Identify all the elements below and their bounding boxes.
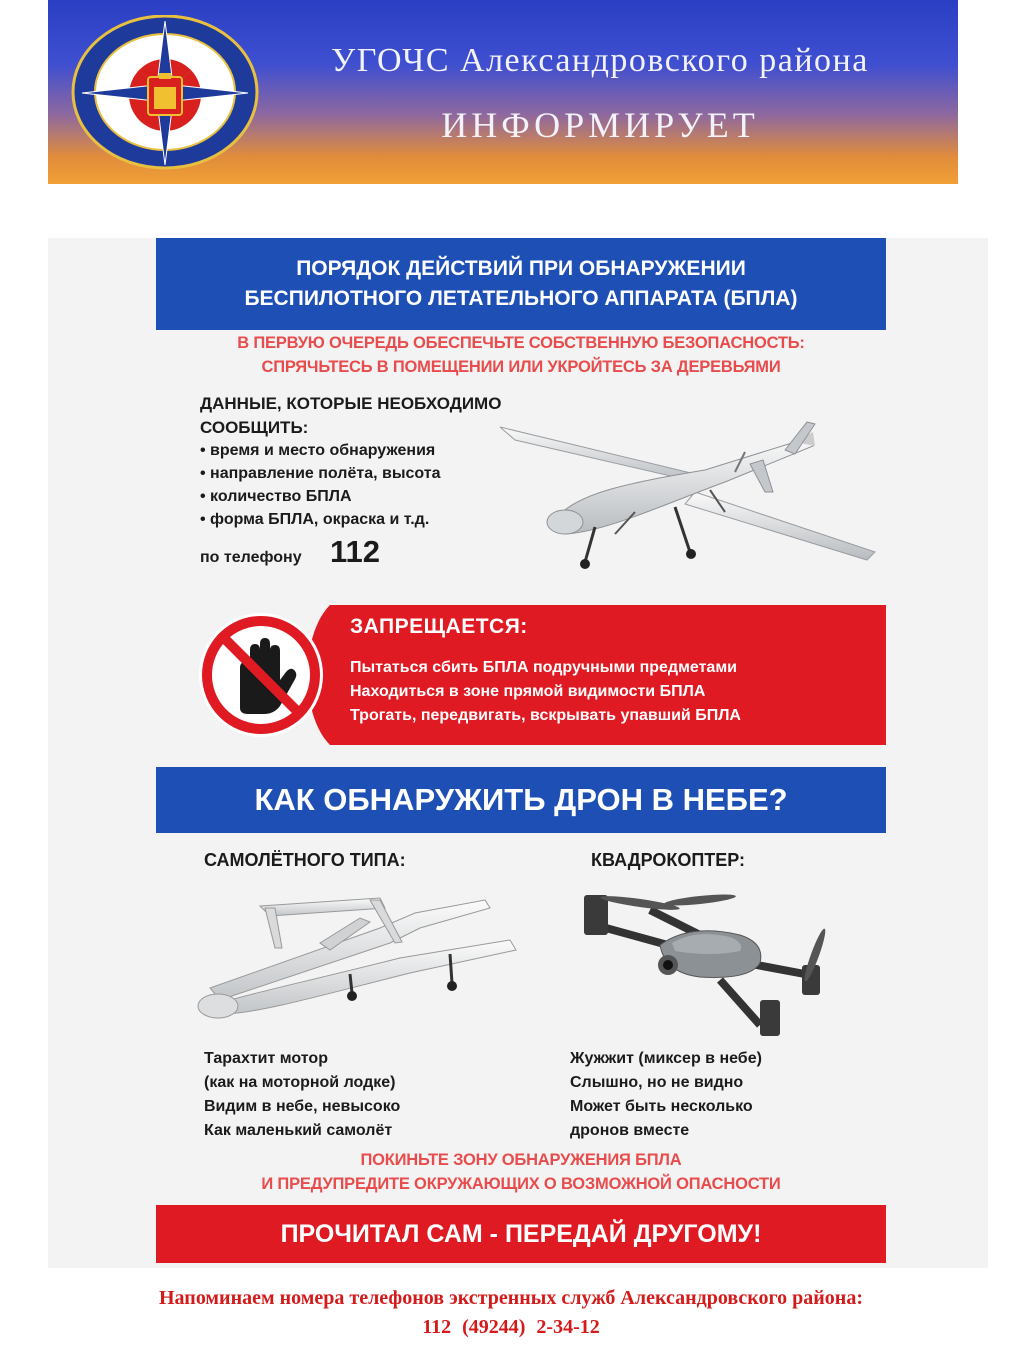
procedure-title-line2: БЕСПИЛОТНОГО ЛЕТАТЕЛЬНОГО АППАРАТА (БПЛА) bbox=[244, 287, 798, 310]
prohibited-item: Трогать, передвигать, вскрывать упавший БПЛА bbox=[350, 707, 741, 724]
report-bullet: • время и место обнаружения bbox=[200, 442, 436, 459]
footer-phone-numbers: 112 (49244) 2-34-12 bbox=[422, 1316, 600, 1338]
quadcopter-desc-line: Жужжит (миксер в небе) bbox=[570, 1050, 762, 1067]
emergency-phone-number: 112 bbox=[330, 534, 381, 569]
org-title: УГОЧС Александровского района bbox=[331, 42, 869, 79]
leave-zone-line-1: ПОКИНЬТЕ ЗОНУ ОБНАРУЖЕНИЯ БПЛА bbox=[360, 1151, 682, 1169]
fixed-wing-desc-line: Как маленький самолёт bbox=[204, 1122, 393, 1139]
pass-on-banner: ПРОЧИТАЛ САМ - ПЕРЕДАЙ ДРУГОМУ! bbox=[156, 1205, 886, 1263]
fixed-wing-desc-line: Тарахтит мотор bbox=[204, 1050, 328, 1067]
procedure-title-line1: ПОРЯДОК ДЕЙСТВИЙ ПРИ ОБНАРУЖЕНИИ bbox=[296, 257, 746, 280]
predator-drone-icon bbox=[495, 412, 880, 580]
quadcopter-desc-line: дронов вместе bbox=[570, 1122, 690, 1139]
report-bullet: • направление полёта, высота bbox=[200, 465, 441, 482]
quadcopter-desc-line: Слышно, но не видно bbox=[570, 1074, 744, 1091]
detect-title-bar: КАК ОБНАРУЖИТЬ ДРОН В НЕБЕ? bbox=[156, 767, 886, 833]
safety-line-2: СПРЯЧЬТЕСЬ В ПОМЕЩЕНИИ ИЛИ УКРОЙТЕСЬ ЗА ДЕРЕВЬЯМИ bbox=[261, 358, 781, 376]
report-bullet: • количество БПЛА bbox=[200, 488, 352, 505]
procedure-title-bar bbox=[156, 238, 886, 330]
quadcopter-title: КВАДРОКОПТЕР: bbox=[591, 850, 746, 870]
poster-background bbox=[48, 238, 988, 1268]
header-subtitle: ИНФОРМИРУЕТ bbox=[441, 105, 759, 145]
quadcopter-drone-icon bbox=[580, 885, 840, 1040]
stop-hand-prohibited-icon bbox=[196, 610, 326, 740]
report-data-title-line2: СООБЩИТЬ: bbox=[200, 418, 309, 437]
footer-reminder: Напоминаем номера телефонов экстренных служб Александровского района: bbox=[159, 1287, 863, 1309]
fixed-wing-desc-line: (как на моторной лодке) bbox=[204, 1074, 396, 1091]
report-data-title-line1: ДАННЫЕ, КОТОРЫЕ НЕОБХОДИМО bbox=[200, 394, 502, 413]
prohibited-item: Пытаться сбить БПЛА подручными предметами bbox=[350, 659, 737, 676]
emergency-emblem-icon bbox=[70, 15, 260, 170]
fixed-wing-desc-line: Видим в небе, невысоко bbox=[204, 1098, 401, 1115]
leave-zone-line-2: И ПРЕДУПРЕДИТЕ ОКРУЖАЮЩИХ О ВОЗМОЖНОЙ ОПАСНОСТИ bbox=[261, 1175, 781, 1193]
prohibited-item: Находиться в зоне прямой видимости БПЛА bbox=[350, 683, 706, 700]
fixed-wing-drone-icon bbox=[180, 888, 520, 1028]
phone-label: по телефону bbox=[200, 549, 302, 566]
quadcopter-desc-line: Может быть несколько bbox=[570, 1098, 753, 1115]
report-bullet: • форма БПЛА, окраска и т.д. bbox=[200, 511, 430, 528]
prohibited-title: ЗАПРЕЩАЕТСЯ: bbox=[350, 615, 528, 638]
fixed-wing-title: САМОЛЁТНОГО ТИПА: bbox=[204, 850, 406, 870]
report-data-title bbox=[200, 392, 501, 440]
safety-line-1: В ПЕРВУЮ ОЧЕРЕДЬ ОБЕСПЕЧЬТЕ СОБСТВЕННУЮ БЕЗОПАСНОСТЬ: bbox=[237, 334, 805, 352]
